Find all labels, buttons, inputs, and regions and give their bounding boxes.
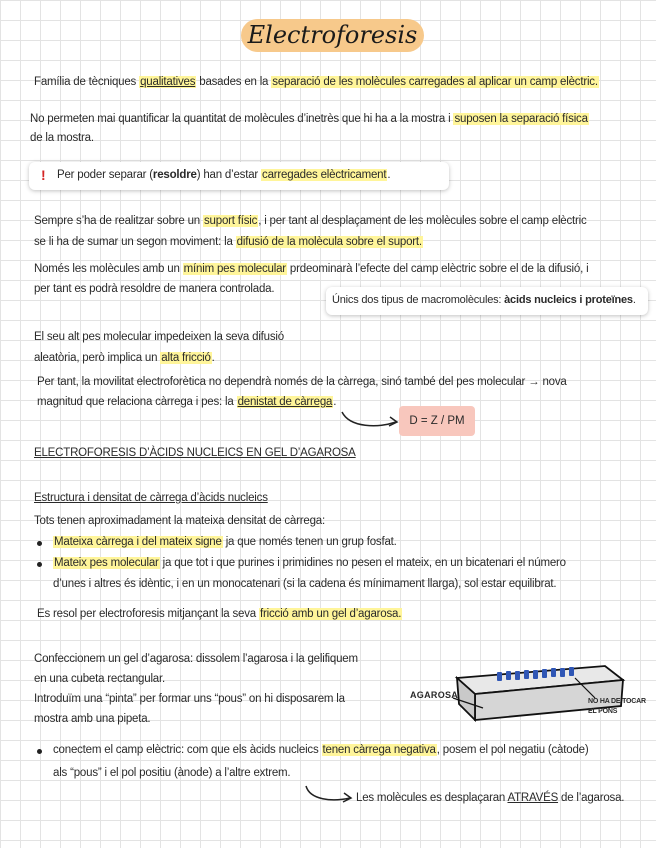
bullet-dot [37,562,42,567]
highlight-physical-support: suport físic [204,215,258,227]
text: se li ha de sumar un segon moviment: la [34,236,236,248]
highlight-separation: separació de les molècules carregades al aplicar un camp elèctric. [272,76,598,88]
text: Per poder separar ( [57,169,153,181]
text: ja que tot i que purines i primidines no pesen el mateix, en un bicatenari el número [159,557,566,569]
figure-label-agarose: AGAROSA [410,690,459,700]
text: ) han d’estar [196,169,262,181]
intro-line-2 [30,113,589,125]
section-heading-agarose: ELECTROFORESIS D’ÀCIDS NUCLEICS EN GEL D’AGAROSA [34,447,356,459]
highlight-agarose-friction: fricció amb un gel d’agarosa. [259,608,402,620]
section4-line-3: Introduïm una “pinta” per formar uns “pous” on hi disposarem la [34,693,345,705]
text: basades en la [196,76,272,88]
section4-result [356,792,624,804]
section2-line-2 [34,352,215,364]
page-title: Electroforesis [247,21,418,49]
text: magnitud que relaciona càrrega i pes: la [37,396,237,408]
section4-line-2: en una cubeta rectangular. [34,673,165,685]
highlight-negative-charge: tenen càrrega negativa [322,744,436,756]
highlight-min-weight: mínim pes molecular [183,263,286,275]
warning-callout [29,162,449,190]
section1-line-2 [34,236,423,248]
highlight-same-charge: Mateixa càrrega i del mateix signe [54,536,222,548]
text: ja que només tenen un grup fosfat. [222,536,397,548]
text: Família de tècniques [34,76,140,88]
text: conectem el camp elèctric: com que els àcids nucleics [53,744,322,756]
highlight-charge-density: denistat de càrrega [237,396,333,408]
text: aleatòria, però implica un [34,352,161,364]
text: . [387,169,391,181]
highlight-diffusion: difusió de la molècula sobre el suport. [236,236,422,248]
section3-line-1: Tots tenen aproximadament la mateixa densitat de càrrega: [34,515,325,527]
section3-bullet-2-cont: d’unes i altres és idèntic, i en un monocatenari (si la cadena és mínimament llarga), sol estar equilibrat. [53,578,557,590]
highlight-same-weight: Mateix pes molecular [54,557,159,569]
section4-bullet-1 [53,744,588,756]
text: , i per tant al desplaçament de les molècules sobre el camp elèctric [258,215,587,227]
bold-resoldre: resoldre [152,169,197,181]
section1-line-3 [34,263,588,275]
intro-line-3: de la mostra. [30,132,94,144]
figure-label-warning-1: NO HA DE TOCAR [588,698,646,705]
text: No permeten mai quantificar la quantitat de molècules d’inetrès que hi ha a la mostra i [30,113,454,125]
bullet-dot [37,541,42,546]
macromolecules-callout [326,287,648,315]
text: Només les molècules amb un [34,263,183,275]
text: Es resol per electroforesis mitjançant la seva [37,608,259,620]
arrow-icon [300,784,356,806]
text: Les molècules es desplaçaran [356,792,508,804]
text: de l’agarosa. [558,792,625,804]
section3-bullet-1 [53,536,397,548]
charge-density-formula: D = Z / PM [399,406,475,436]
warning-text [57,169,390,181]
figure-label-warning-2: EL PONS [588,708,618,715]
macromolecules-text [332,294,636,306]
exclamation-icon: ! [41,167,46,183]
highlight-charged: carregades elèctricament [262,169,387,181]
text: . [632,294,636,306]
highlight-qualitatives: qualitatives [140,76,196,88]
intro-line-1 [34,76,599,88]
section3-line-5 [37,608,402,620]
text: . [333,396,337,408]
text: Únics dos tipus de macromolècules: [332,294,505,306]
section2-line-3: Per tant, la movilitat electroforètica no dependrà només de la càrrega, sinó també del pes molecular → nova [37,376,567,388]
subheading-structure: Estructura i densitat de càrrega d’àcids nucleics [34,492,268,504]
text: . [211,352,215,364]
arrow-icon [338,408,402,432]
section1-line-4: per tant es podrà resoldre de manera controlada. [34,283,275,295]
section3-bullet-2 [53,557,566,569]
text: , posem el pol negatiu (càtode) [436,744,589,756]
bold-macromolecules: àcids nucleics i proteïnes [504,294,633,306]
text: Sempre s’ha de realitzar sobre un [34,215,203,227]
section1-line-1 [34,215,587,227]
bullet-dot [37,749,42,754]
section4-line-1: Confeccionem un gel d’agarosa: dissolem l’agarosa i la gelifiquem [34,653,358,665]
highlight-friction: alta fricció [161,352,211,364]
section4-line-4: mostra amb una pipeta. [34,713,151,725]
section2-line-4 [37,396,336,408]
section2-line-1: El seu alt pes molecular impedeixen la seva difusió [34,331,284,343]
highlight-physical-separation: suposen la separació física [454,113,588,125]
section4-bullet-1-cont: als “pous” i el pol positiu (ànode) a l’altre extrem. [53,767,291,779]
text: prdeominarà l’efecte del camp elèctric sobre el de la difusió, i [286,263,589,275]
underline-through: ATRAVÉS [507,792,559,804]
